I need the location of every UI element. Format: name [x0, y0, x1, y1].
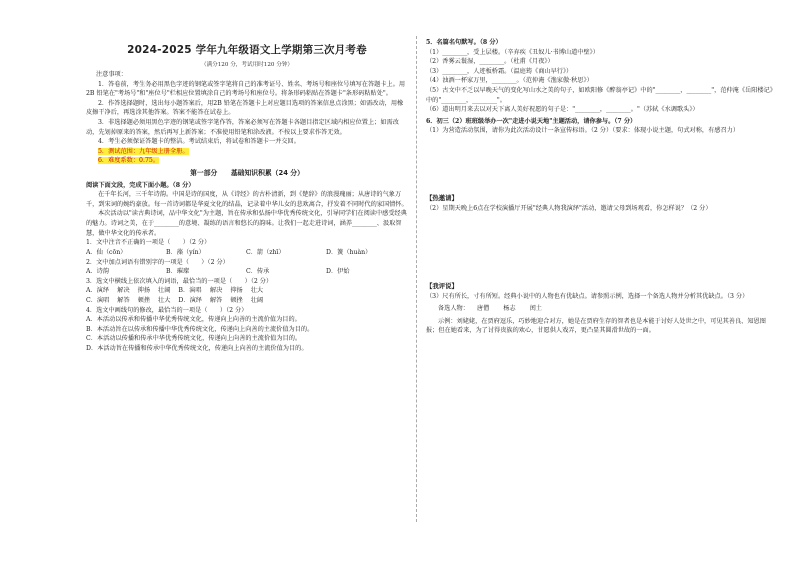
- left-column: [86, 70, 408, 354]
- q1-stem: 1．文中注音不正确的一项是（ ）（2 分）: [86, 239, 211, 247]
- q3-cell: 壮阔: [250, 296, 264, 304]
- q5-line-5: （5）古文中不乏以早晚天气的变化写山水之美的句子，如欧阳修《醉翁亭记》中的"________，________"，范仲淹《岳阳楼记》中的"________，________"。: [426, 87, 776, 104]
- q3-cell: 抑扬: [137, 287, 151, 295]
- q1-option-d[interactable]: D．簧（huàn）: [326, 248, 372, 256]
- q5-line-3: （3）________，人迹板桥霜。（温庭筠《商山早行》）: [426, 67, 573, 75]
- q6-sub2-answer-area[interactable]: [426, 214, 776, 282]
- notice-item-1: 1．答卷前，考生务必用黑色字迹的钢笔或签字笔将自己的准考证号、姓名、考场号和座位号填写在答题卡上。用2B 铅笔在"考场号"和"座位号"栏相应位置填涂自己的考场号和座位号。将条形码粘贴在答题卡"条形码粘贴处"。: [86, 80, 406, 98]
- q3-stem: 3．选文中横线上依次填入的词语，最恰当的一项是（ ）（2 分）: [86, 277, 273, 285]
- notice-item-4: 4．考生必须保证答题卡的整洁。考试结束后，将试卷和答题卡一并交回。: [98, 138, 300, 146]
- q6-sub3-answer-area[interactable]: [426, 336, 776, 396]
- q3-option-b[interactable]: B．演唱: [178, 287, 202, 295]
- q2-option-b[interactable]: B．璀璨: [166, 268, 190, 276]
- q5-stem: 5．名篇名句默写。（8 分）: [426, 39, 502, 46]
- notice-item-3: 3．非选择题必须用黑色字迹的钢笔或签字笔作答，答案必须写在答题卡各题目指定区域内相应位置上；如需改动，先划掉原来的答案，然后再写上新答案；不准使用铅笔和涂改液。不按以上要求作答无效。: [86, 119, 399, 136]
- q1-option-c[interactable]: C．箭（zhī）: [246, 248, 285, 256]
- right-column: [426, 38, 776, 396]
- notice-item-5: 5．测试范围：九年级上册全册。: [98, 147, 189, 155]
- q3-cell: 壮大: [158, 296, 171, 304]
- q4-option-c[interactable]: C．本活动以传播和传承中华优秀传统文化，传递向上向善的主流价值为目的。: [86, 335, 302, 343]
- q3-cell: 抑扬: [230, 287, 243, 295]
- q4-option-a[interactable]: A．本活动以传承和传播中华优秀传统文化，传递向上向善的主流价值为目的。: [86, 316, 301, 324]
- q3-cell: 壮大: [250, 287, 264, 295]
- q2-option-a[interactable]: A．诗韵: [86, 268, 110, 276]
- q3-cell: 解答: [117, 296, 130, 304]
- q6-sub2: （2）星期天晚上6点在学校演播厅开展"经典人物我演绎"活动，邀请父母到场观看，你怎样说？（2 分）: [426, 205, 712, 213]
- candidate-1: 唐僧: [476, 305, 490, 313]
- q3-option-a[interactable]: A．演绎: [86, 287, 110, 295]
- q3-option-c[interactable]: C．演唱: [86, 296, 110, 304]
- notice-item-2: 2．作答选择题时，选出每小题答案后，用2B 铅笔在答题卡上对应题目选项的答案信息点涂黑；如需改动，用橡皮擦干净后，再选涂其他答案。答案不能答在试卷上。: [86, 99, 404, 117]
- passage-para-2: 本次活动以"读古典诗词，品中华文化"为主题，旨在传承和弘扬中华优秀传统文化，引导同学们在阅读中感受经典的魅力。诗词之美，在于________的意境、凝练的语言和悠长的韵味。让我们一起走进诗词，涵养________、汲取智慧，做中华文化的传承者。: [86, 210, 407, 237]
- part1-heading: 第一部分 基础知识积累（24 分）: [190, 169, 304, 178]
- column-divider: [416, 36, 417, 522]
- q3-option-d[interactable]: D．演绎: [178, 296, 202, 304]
- q5-line-1: （1）________，受上层楼。（辛弃疾《丑奴儿·书博山道中壁》）: [426, 48, 599, 56]
- q3-row-1: [86, 286, 271, 296]
- q4-option-b[interactable]: B．本活动旨在以传承和传播中华优秀传统文化，传递向上向善的主流价值为目的。: [86, 325, 314, 333]
- q6-tag-comment: 【我评说】: [426, 281, 458, 290]
- candidate-3: 闰土: [529, 305, 542, 313]
- q3-cell: 解答: [209, 296, 223, 304]
- q5-line-6: （6）道出明月来去以对天下离人美好祝愿的句子是："________，________。"（苏轼《水调歌头》）: [426, 106, 699, 114]
- q2-option-d[interactable]: D．伊始: [326, 268, 350, 276]
- q3-options: [86, 286, 271, 305]
- q4-stem: 4．选文中画线句的修改，最恰当的一项是（ ）（2 分）: [86, 306, 248, 314]
- q6-example: 示例：刘姥姥，在贾府逗乐，巧妙地迎合对方，她是在贾府生存的智者也是本能于讨好人处世之中，可见其善良、知恩图报；但在她看来，为了讨得贵族的欢心，甘愿供人戏弄，更凸显其圆滑世故的一面。: [426, 317, 766, 335]
- q6-sub1-answer-area[interactable]: [426, 136, 776, 194]
- q6-sub1: （1）为营造活动氛围，请你为此次活动设计一条宣传标语。（2 分）（要求：体现小说主题，句式对称，有感召力）: [426, 127, 740, 135]
- q1-option-a[interactable]: A．仙（cōn）: [86, 248, 127, 256]
- page-subtitle: （满分120 分，考试用时120 分钟）: [200, 62, 294, 68]
- q3-cell: 壮阔: [158, 287, 171, 295]
- q4-option-d[interactable]: D．本活动旨在传播和传承中华优秀传统文化，传递向上向善的主流价值为目的。: [86, 344, 308, 352]
- q6-candidates: [426, 304, 776, 314]
- q6-stem: 6．初三（2）班班级举办一次"走进小说天地"主题活动，请你参与。（7 分）: [426, 117, 637, 125]
- candidate-2: 杨志: [503, 305, 516, 313]
- page-title: 2024-2025 学年九年级语文上学期第三次月考卷: [127, 44, 367, 56]
- q2-stem: 2．文中加点词语有错别字的一项是（ ）（2 分）: [86, 258, 229, 266]
- q5-line-2: （2）香雾云鬟湿，________。（杜甫《月夜》）: [426, 58, 554, 66]
- reading-intro: 阅读下面文段，完成下面小题。（8 分）: [86, 181, 195, 189]
- passage-para-1: 在千年长河，三千年诗韵。中国是诗的国度，从《诗经》的古朴清新，到《楚辞》的浪漫瑰丽；从唐诗的气象万千，到宋词的婉约豪放。每一首诗词都是华夏文化的结晶，记录着中华儿女的悲欢离合，抒发着不同时代的家国情怀。: [86, 191, 408, 208]
- q5-line-4: （4）浊酒一杯家万里，________。（范仲淹《渔家傲·秋思》）: [426, 77, 593, 85]
- q2-option-c[interactable]: C．传承: [246, 268, 270, 276]
- q1-options: [86, 248, 408, 258]
- candidates-label: 备选人物：: [438, 305, 469, 313]
- q3-cell: 解决: [209, 287, 223, 295]
- q6-sub3: （3）尺有所长，寸有所短。经典小说中的人物也有优缺点。请参照示例，选择一个备选人物并分析其优缺点。（3 分）: [426, 292, 749, 300]
- q3-cell: 顿挫: [230, 296, 243, 304]
- q6-tag-invite: 【热邀请】: [426, 194, 458, 203]
- notice-item-6: 6．难度系数：0.75。: [98, 157, 160, 165]
- q2-options: [86, 267, 408, 277]
- q1-option-b[interactable]: B．藻（yín）: [166, 248, 205, 256]
- q3-cell: 顿挫: [137, 296, 151, 304]
- q3-cell: 解决: [117, 287, 130, 295]
- q3-row-2: [86, 296, 271, 306]
- notice-heading: 注意事项：: [96, 71, 127, 78]
